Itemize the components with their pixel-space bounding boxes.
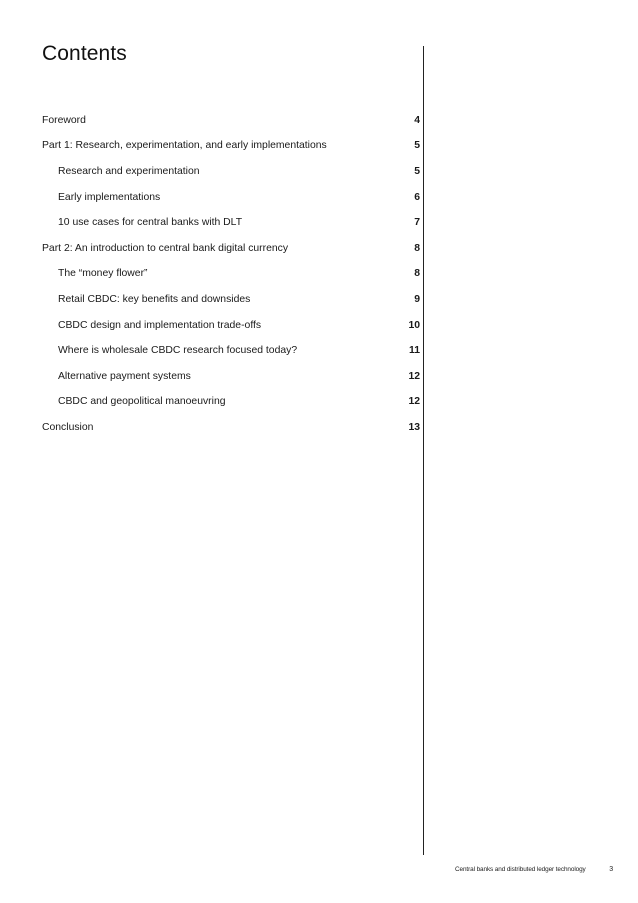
toc-entry-geopolitical[interactable] <box>42 390 420 416</box>
toc-entry-label: Foreword <box>42 114 86 126</box>
toc-entry-foreword[interactable] <box>42 108 420 134</box>
toc-entry-page: 10 <box>408 319 420 331</box>
toc-entry-page: 8 <box>414 268 420 280</box>
toc-entry-label: CBDC design and implementation trade-offs <box>58 319 262 331</box>
toc-entry-label: 10 use cases for central banks with DLT <box>58 217 243 229</box>
toc-entry-retail-cbdc[interactable] <box>42 287 420 313</box>
toc-entry-page: 7 <box>414 217 420 229</box>
toc-entry-page: 12 <box>408 370 420 382</box>
toc-entry-early-implementations[interactable] <box>42 185 420 211</box>
toc-entry-label: The “money flower” <box>58 268 148 280</box>
vertical-divider <box>423 46 424 855</box>
toc-entry-part-2[interactable] <box>42 236 420 262</box>
toc-entry-page: 9 <box>414 293 420 305</box>
page-footer <box>455 866 613 873</box>
toc-entry-page: 4 <box>414 114 420 126</box>
toc-entry-page: 12 <box>408 396 420 408</box>
toc-entry-label: CBDC and geopolitical manoeuvring <box>58 396 226 408</box>
toc-entry-cbdc-design[interactable] <box>42 313 420 339</box>
toc-entry-use-cases[interactable] <box>42 210 420 236</box>
toc-entry-label: Part 1: Research, experimentation, and early implementations <box>42 140 327 152</box>
toc-entry-alternative-payment-systems[interactable] <box>42 364 420 390</box>
toc-entry-wholesale-cbdc[interactable] <box>42 338 420 364</box>
page-title: Contents <box>42 42 127 65</box>
toc-entry-page: 5 <box>414 140 420 152</box>
toc-entry-part-1[interactable] <box>42 134 420 160</box>
toc-entry-page: 5 <box>414 165 420 177</box>
toc-entry-page: 8 <box>414 242 420 254</box>
footer-running-title: Central banks and distributed ledger technology <box>455 866 586 873</box>
toc-entry-label: Where is wholesale CBDC research focused today? <box>58 345 298 357</box>
toc-entry-label: Conclusion <box>42 421 94 433</box>
toc-entry-page: 13 <box>408 421 420 433</box>
toc-entry-conclusion[interactable] <box>42 415 420 441</box>
toc-entry-research-and-experimentation[interactable] <box>42 159 420 185</box>
toc-entry-money-flower[interactable] <box>42 262 420 288</box>
footer-page-number: 3 <box>609 866 613 873</box>
toc-entry-page: 6 <box>414 191 420 203</box>
toc-entry-label: Retail CBDC: key benefits and downsides <box>58 293 251 305</box>
toc-entry-label: Part 2: An introduction to central bank digital currency <box>42 242 289 254</box>
table-of-contents <box>42 108 420 441</box>
toc-entry-label: Early implementations <box>58 191 161 203</box>
toc-entry-page: 11 <box>409 345 420 357</box>
toc-entry-label: Research and experimentation <box>58 165 200 177</box>
toc-entry-label: Alternative payment systems <box>58 370 191 382</box>
